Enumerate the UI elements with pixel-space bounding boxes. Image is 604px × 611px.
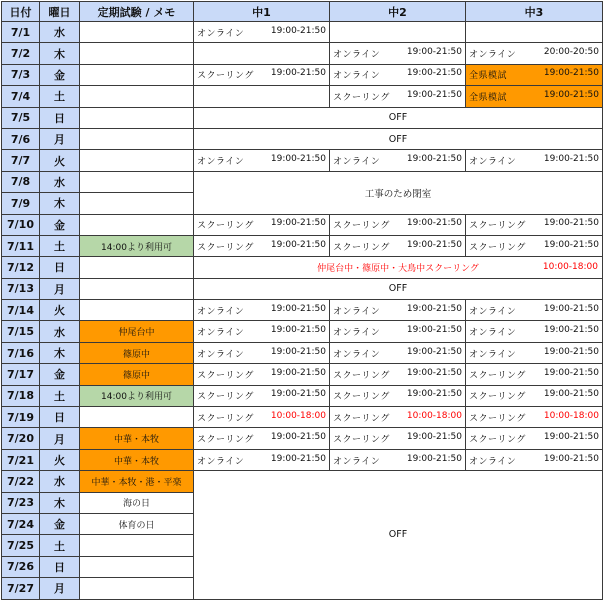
slot-type: オンライン [469, 50, 517, 61]
slot-type: オンライン [469, 306, 517, 317]
merged-schedule-cell [194, 257, 603, 278]
slot-time: 19:00-21:50 [270, 154, 326, 165]
weekday-cell: 月 [40, 278, 80, 299]
slot-time: 19:00-21:50 [406, 154, 462, 165]
slot-type: オンライン [333, 306, 381, 317]
schedule-row [2, 407, 603, 428]
weekday-cell: 水 [40, 171, 80, 192]
slot-time: 19:00-21:50 [406, 303, 462, 314]
grade2-slot [330, 300, 466, 321]
date-cell: 7/5 [2, 107, 40, 128]
grade1-slot [194, 86, 330, 107]
weekday-cell: 日 [40, 257, 80, 278]
grade1-slot [194, 43, 330, 64]
slot-time: 19:00-21:50 [543, 325, 599, 336]
date-cell: 7/20 [2, 428, 40, 449]
weekday-cell: 金 [40, 214, 80, 235]
slot-time: 19:00-21:50 [543, 432, 599, 443]
slot-type: スクーリング [333, 435, 390, 446]
memo-cell [80, 556, 194, 577]
memo-cell: 14:00より利用可 [80, 385, 194, 406]
schedule-row [2, 385, 603, 406]
grade2-slot [330, 86, 466, 107]
memo-cell [80, 22, 194, 43]
weekday-cell: 水 [40, 321, 80, 342]
slot-time: 19:00-21:50 [543, 89, 599, 100]
slot-time: 19:00-21:50 [270, 25, 326, 36]
grade3-slot [466, 86, 603, 107]
weekday-cell: 日 [40, 556, 80, 577]
weekday-cell: 木 [40, 43, 80, 64]
slot-time: 10:00-18:00 [543, 410, 599, 421]
weekday-cell: 日 [40, 407, 80, 428]
grade3-slot [466, 64, 603, 85]
memo-cell: 中華・本牧・港・平楽 [80, 471, 194, 492]
slot-time: 20:00-20:50 [543, 47, 599, 58]
slot-type: スクーリング [333, 242, 390, 253]
slot-time: 19:00-21:50 [543, 239, 599, 250]
header-date: 日付 [2, 2, 40, 22]
date-cell: 7/23 [2, 492, 40, 513]
grade1-slot [194, 428, 330, 449]
schedule-row [2, 364, 603, 385]
slot-time: 19:00-21:50 [543, 346, 599, 357]
merged-schedule-cell: OFF [194, 278, 603, 299]
slot-type: スクーリング [197, 221, 254, 232]
slot-time: 19:00-21:50 [406, 325, 462, 336]
schedule-row [2, 128, 603, 149]
date-cell: 7/22 [2, 471, 40, 492]
slot-time: 19:00-21:50 [406, 367, 462, 378]
slot-time: 19:00-21:50 [270, 239, 326, 250]
slot-time: 19:00-21:50 [406, 432, 462, 443]
weekday-cell: 金 [40, 513, 80, 534]
slot-time: 19:00-21:50 [543, 68, 599, 79]
slot-time: 19:00-21:50 [270, 303, 326, 314]
slot-type: スクーリング [197, 71, 254, 82]
weekday-cell: 水 [40, 471, 80, 492]
grade2-slot [330, 321, 466, 342]
schedule-row [2, 342, 603, 363]
grade1-slot [194, 150, 330, 171]
grade3-slot [466, 364, 603, 385]
schedule-row [2, 321, 603, 342]
grade3-slot [466, 449, 603, 470]
grade3-slot [466, 22, 603, 43]
memo-cell: 仲尾台中 [80, 321, 194, 342]
slot-time: 10:00-18:00 [270, 410, 326, 421]
slot-time: 19:00-21:50 [406, 389, 462, 400]
slot-time: 19:00-21:50 [543, 303, 599, 314]
weekday-cell: 水 [40, 22, 80, 43]
date-cell: 7/15 [2, 321, 40, 342]
date-cell: 7/27 [2, 578, 40, 599]
memo-cell [80, 107, 194, 128]
schedule-row [2, 64, 603, 85]
slot-type: オンライン [197, 349, 245, 360]
date-cell: 7/2 [2, 43, 40, 64]
slot-time: 19:00-21:50 [406, 68, 462, 79]
weekday-cell: 土 [40, 385, 80, 406]
memo-cell [80, 171, 194, 192]
memo-cell: 14:00より利用可 [80, 235, 194, 256]
merged-schedule-text: 仲尾台中・篠原中・大鳥中スクーリング [317, 263, 479, 274]
slot-time: 19:00-21:50 [270, 389, 326, 400]
memo-cell [80, 128, 194, 149]
date-cell: 7/17 [2, 364, 40, 385]
slot-type: スクーリング [469, 435, 526, 446]
memo-cell: 中華・本牧 [80, 428, 194, 449]
slot-time: 19:00-21:50 [543, 367, 599, 378]
slot-type: スクーリング [469, 242, 526, 253]
slot-type: スクーリング [333, 370, 390, 381]
slot-type: スクーリング [333, 221, 390, 232]
grade3-slot [466, 43, 603, 64]
weekday-cell: 土 [40, 535, 80, 556]
grade1-slot [194, 449, 330, 470]
memo-cell [80, 278, 194, 299]
slot-time: 19:00-21:50 [270, 218, 326, 229]
schedule-body [2, 22, 603, 600]
date-cell: 7/7 [2, 150, 40, 171]
slot-time: 19:00-21:50 [270, 453, 326, 464]
slot-time: 19:00-21:50 [406, 47, 462, 58]
merged-schedule-cell: 工事のため閉室 [194, 171, 603, 214]
grade1-slot [194, 22, 330, 43]
weekday-cell: 金 [40, 364, 80, 385]
date-cell: 7/13 [2, 278, 40, 299]
memo-cell [80, 578, 194, 599]
weekday-cell: 土 [40, 86, 80, 107]
slot-time: 19:00-21:50 [270, 346, 326, 357]
date-cell: 7/21 [2, 449, 40, 470]
grade2-slot [330, 214, 466, 235]
grade2-slot [330, 150, 466, 171]
schedule-row [2, 86, 603, 107]
grade2-slot [330, 235, 466, 256]
weekday-cell: 火 [40, 150, 80, 171]
slot-time: 19:00-21:50 [406, 239, 462, 250]
grade1-slot [194, 300, 330, 321]
slot-type: スクーリング [469, 413, 526, 424]
memo-cell [80, 64, 194, 85]
slot-time: 19:00-21:50 [543, 218, 599, 229]
schedule-row [2, 257, 603, 278]
slot-time: 19:00-21:50 [270, 325, 326, 336]
slot-type: オンライン [469, 349, 517, 360]
slot-time: 19:00-21:50 [406, 346, 462, 357]
slot-type: オンライン [197, 306, 245, 317]
slot-type: オンライン [333, 157, 381, 168]
slot-type: スクーリング [333, 392, 390, 403]
weekday-cell: 土 [40, 235, 80, 256]
header-grade1: 中1 [194, 2, 330, 22]
merged-schedule-cell: OFF [194, 471, 603, 599]
grade1-slot [194, 321, 330, 342]
slot-type: オンライン [469, 157, 517, 168]
slot-time: 19:00-21:50 [270, 68, 326, 79]
weekday-cell: 火 [40, 449, 80, 470]
slot-type: オンライン [197, 328, 245, 339]
date-cell: 7/19 [2, 407, 40, 428]
schedule-row [2, 300, 603, 321]
schedule-row [2, 22, 603, 43]
date-cell: 7/4 [2, 86, 40, 107]
weekday-cell: 月 [40, 578, 80, 599]
date-cell: 7/10 [2, 214, 40, 235]
slot-type: オンライン [197, 157, 245, 168]
schedule-row [2, 214, 603, 235]
slot-type: スクーリング [197, 370, 254, 381]
slot-type: オンライン [197, 456, 245, 467]
date-cell: 7/12 [2, 257, 40, 278]
memo-cell: 海の日 [80, 492, 194, 513]
slot-time: 19:00-21:50 [406, 453, 462, 464]
slot-type: スクーリング [333, 92, 390, 103]
date-cell: 7/26 [2, 556, 40, 577]
weekday-cell: 月 [40, 128, 80, 149]
schedule-row [2, 278, 603, 299]
grade3-slot [466, 321, 603, 342]
memo-cell: 体育の日 [80, 513, 194, 534]
slot-type: オンライン [469, 328, 517, 339]
grade2-slot [330, 385, 466, 406]
memo-cell [80, 43, 194, 64]
slot-time: 19:00-21:50 [543, 154, 599, 165]
grade3-slot [466, 235, 603, 256]
grade2-slot [330, 43, 466, 64]
weekday-cell: 日 [40, 107, 80, 128]
slot-type: オンライン [469, 456, 517, 467]
memo-cell [80, 86, 194, 107]
schedule-row [2, 449, 603, 470]
slot-type: スクーリング [197, 392, 254, 403]
schedule-table [1, 1, 603, 600]
date-cell: 7/16 [2, 342, 40, 363]
slot-time: 19:00-21:50 [406, 89, 462, 100]
slot-type: オンライン [197, 28, 245, 39]
grade1-slot [194, 214, 330, 235]
slot-time: 19:00-21:50 [406, 218, 462, 229]
date-cell: 7/18 [2, 385, 40, 406]
slot-type: スクーリング [333, 413, 390, 424]
grade1-slot [194, 407, 330, 428]
header-row [2, 2, 603, 22]
schedule-row [2, 235, 603, 256]
slot-type: スクーリング [197, 242, 254, 253]
date-cell: 7/14 [2, 300, 40, 321]
grade2-slot [330, 364, 466, 385]
memo-cell [80, 257, 194, 278]
slot-type: 全県模試 [469, 71, 508, 82]
memo-cell [80, 535, 194, 556]
grade1-slot [194, 364, 330, 385]
memo-cell: 中華・本牧 [80, 449, 194, 470]
slot-type: 全県模試 [469, 92, 508, 103]
slot-type: スクーリング [197, 413, 254, 424]
schedule-row [2, 43, 603, 64]
schedule-row [2, 171, 603, 192]
weekday-cell: 金 [40, 64, 80, 85]
memo-cell [80, 214, 194, 235]
date-cell: 7/6 [2, 128, 40, 149]
weekday-cell: 木 [40, 492, 80, 513]
slot-type: オンライン [333, 71, 381, 82]
memo-cell [80, 150, 194, 171]
schedule-row [2, 428, 603, 449]
grade3-slot [466, 150, 603, 171]
header-grade3: 中3 [466, 2, 603, 22]
date-cell: 7/1 [2, 22, 40, 43]
grade2-slot [330, 428, 466, 449]
grade1-slot [194, 342, 330, 363]
header-memo: 定期試験 / メモ [80, 2, 194, 22]
slot-type: スクーリング [197, 435, 254, 446]
grade2-slot [330, 407, 466, 428]
slot-time: 19:00-21:50 [270, 367, 326, 378]
grade2-slot [330, 64, 466, 85]
schedule-row [2, 471, 603, 492]
schedule-row [2, 107, 603, 128]
date-cell: 7/24 [2, 513, 40, 534]
date-cell: 7/25 [2, 535, 40, 556]
weekday-cell: 月 [40, 428, 80, 449]
slot-type: スクーリング [469, 392, 526, 403]
slot-type: スクーリング [469, 221, 526, 232]
slot-time: 19:00-21:50 [270, 432, 326, 443]
merged-schedule-cell: OFF [194, 107, 603, 128]
slot-time: 19:00-21:50 [543, 453, 599, 464]
merged-schedule-time: 10:00-18:00 [542, 262, 598, 273]
weekday-cell: 木 [40, 342, 80, 363]
slot-type: オンライン [333, 349, 381, 360]
slot-time: 10:00-18:00 [406, 410, 462, 421]
memo-cell [80, 407, 194, 428]
slot-type: オンライン [333, 328, 381, 339]
grade3-slot [466, 385, 603, 406]
slot-time: 19:00-21:50 [543, 389, 599, 400]
grade3-slot [466, 214, 603, 235]
slot-type: オンライン [333, 456, 381, 467]
memo-cell: 篠原中 [80, 364, 194, 385]
merged-schedule-cell: OFF [194, 128, 603, 149]
grade2-slot [330, 449, 466, 470]
header-weekday: 曜日 [40, 2, 80, 22]
grade2-slot [330, 22, 466, 43]
memo-cell: 篠原中 [80, 342, 194, 363]
date-cell: 7/9 [2, 193, 40, 214]
memo-cell [80, 300, 194, 321]
date-cell: 7/3 [2, 64, 40, 85]
grade1-slot [194, 64, 330, 85]
grade2-slot [330, 342, 466, 363]
grade1-slot [194, 385, 330, 406]
memo-cell [80, 193, 194, 214]
schedule-row [2, 150, 603, 171]
date-cell: 7/8 [2, 171, 40, 192]
grade3-slot [466, 300, 603, 321]
slot-type: スクーリング [469, 370, 526, 381]
grade1-slot [194, 235, 330, 256]
grade3-slot [466, 428, 603, 449]
header-grade2: 中2 [330, 2, 466, 22]
weekday-cell: 木 [40, 193, 80, 214]
grade3-slot [466, 407, 603, 428]
grade3-slot [466, 342, 603, 363]
slot-type: オンライン [333, 50, 381, 61]
date-cell: 7/11 [2, 235, 40, 256]
weekday-cell: 火 [40, 300, 80, 321]
